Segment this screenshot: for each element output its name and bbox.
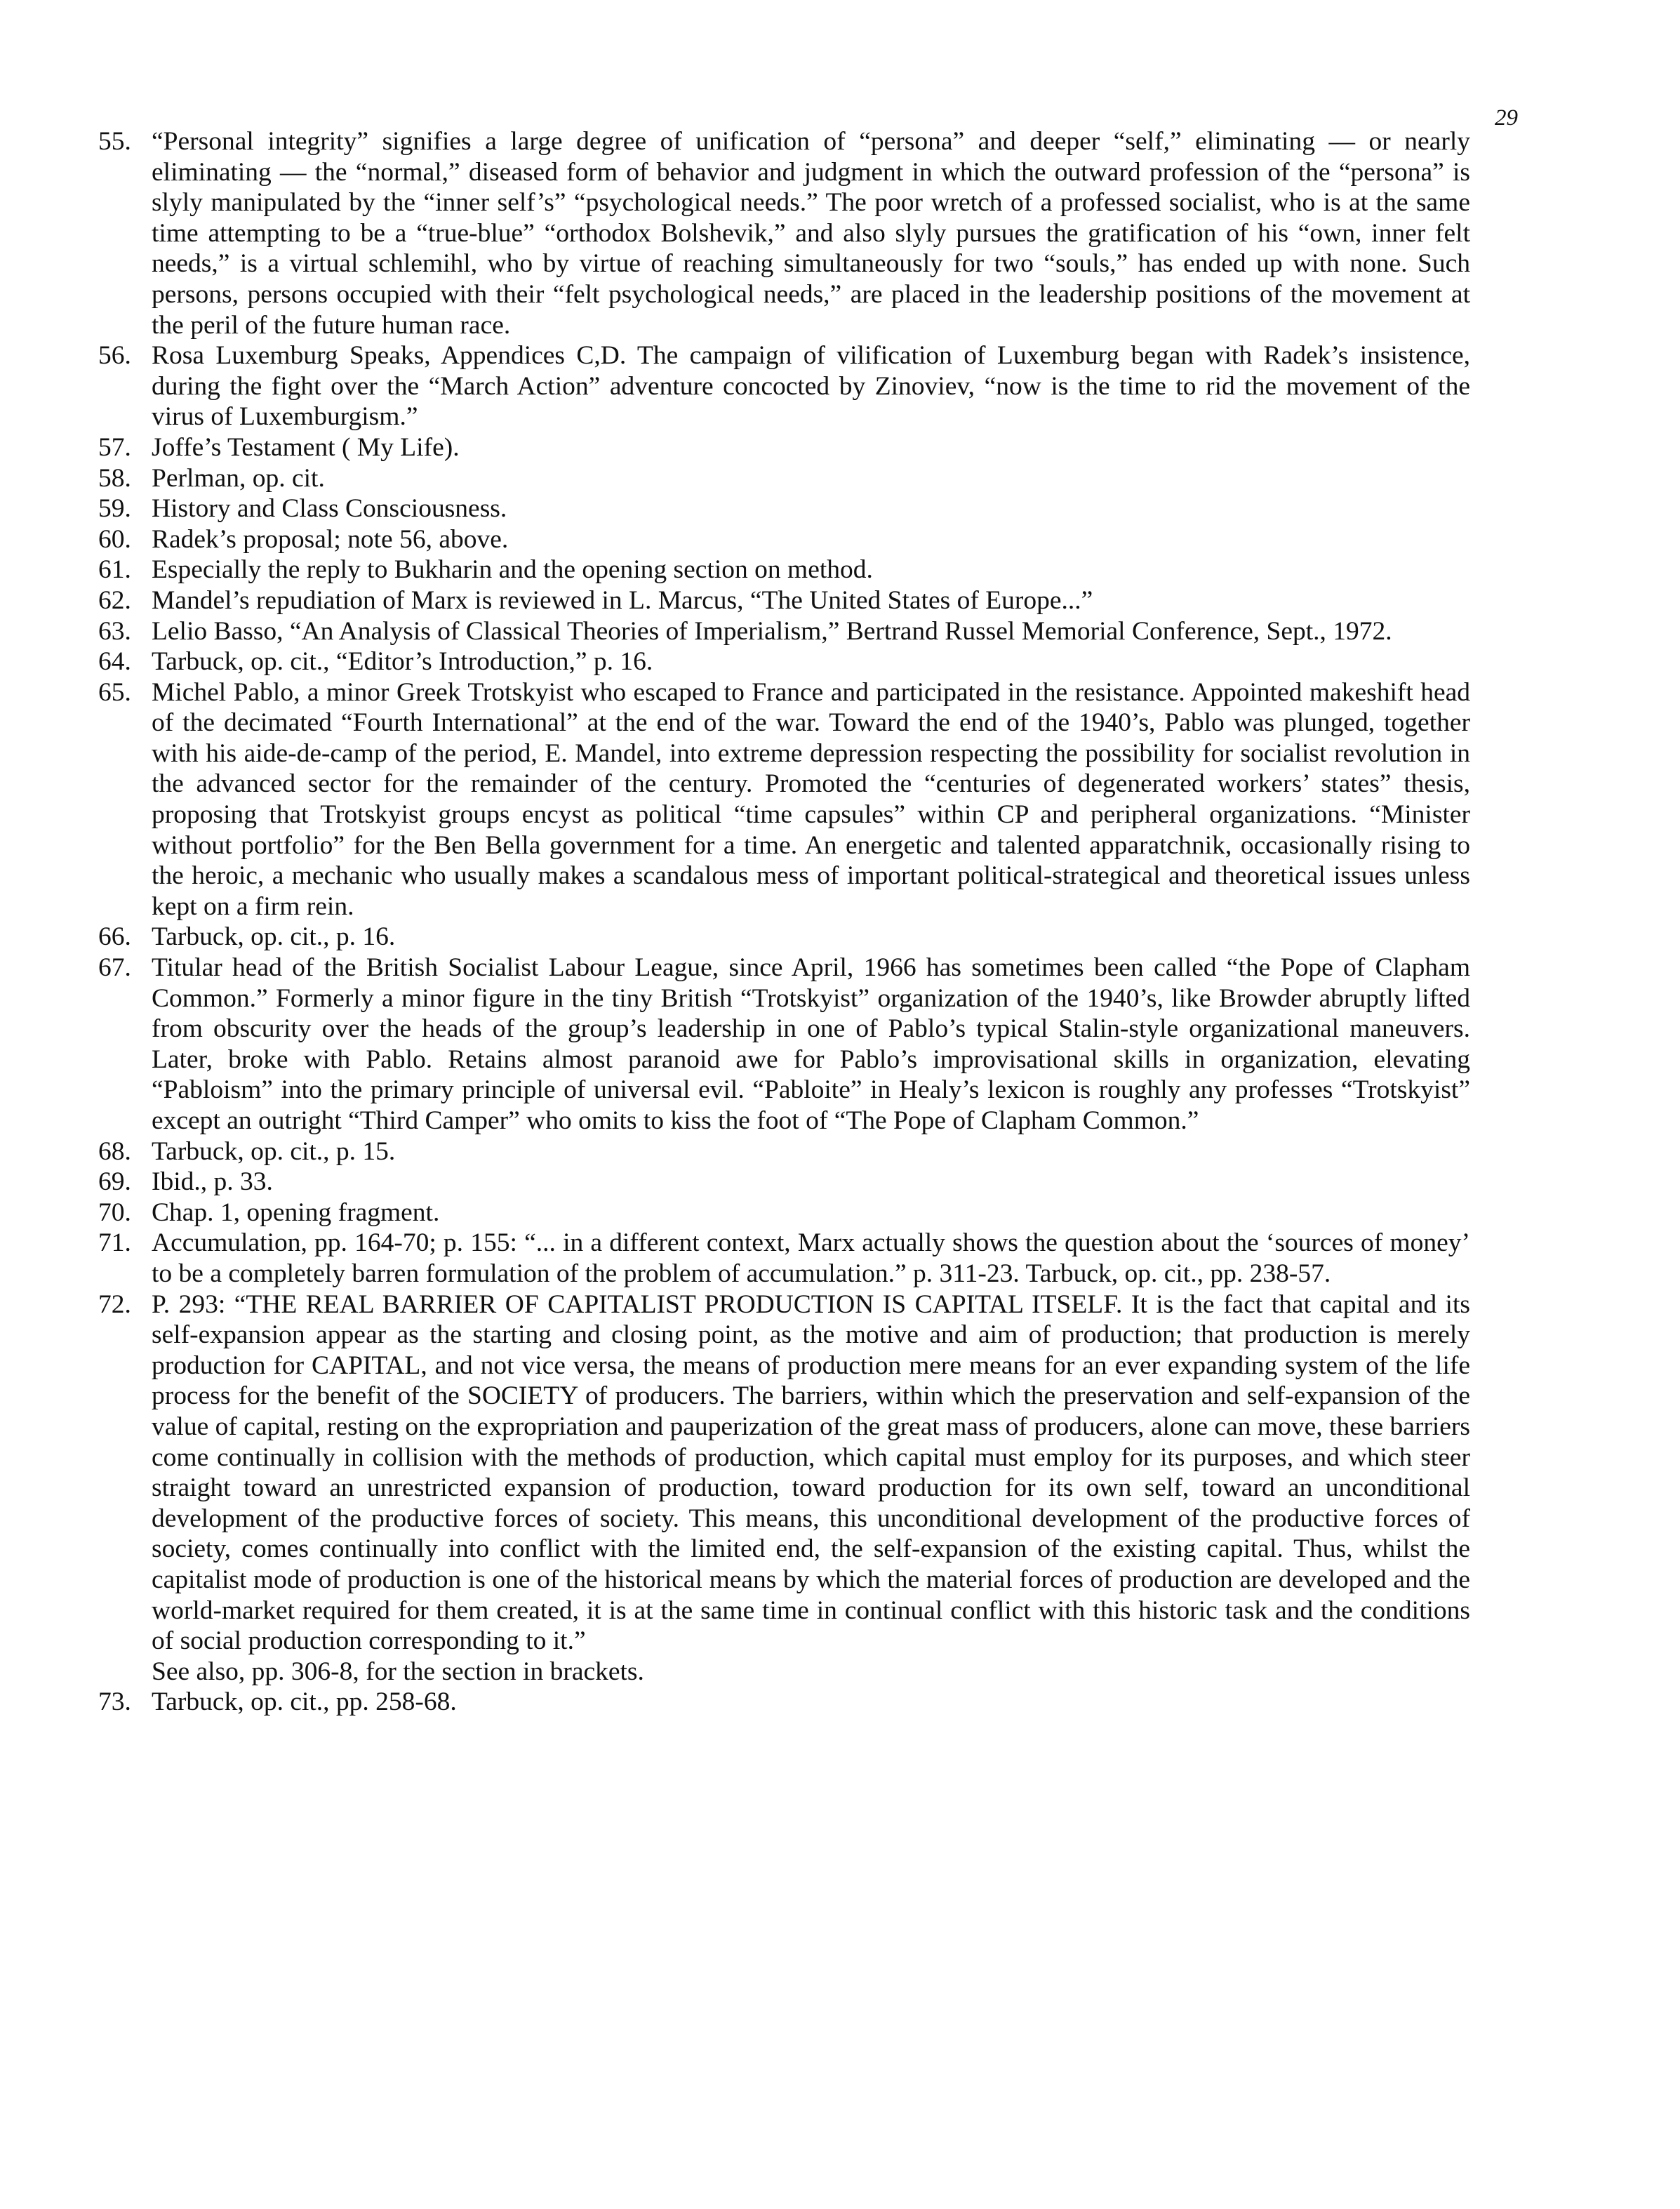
footnote-paragraph: Mandel’s repudiation of Marx is reviewed in L. Marcus, “The United States of Europe...” xyxy=(152,585,1093,615)
footnote-paragraph: Tarbuck, op. cit., “Editor’s Introduction,” p. 16. xyxy=(152,647,653,677)
footnotes-list xyxy=(98,126,1470,1718)
footnote-paragraph: Accumulation, pp. 164-70; p. 155: “... in a different context, Marx actually shows the question about the ‘sources of money’ to be a completely barren formulation of the problem of accumulation.” p. 311-23. Tarbuck, op. cit., pp. 238-57. xyxy=(152,1228,1470,1288)
footnote-57 xyxy=(98,432,1470,463)
footnote-number: 60. xyxy=(98,524,131,554)
footnote-text xyxy=(152,463,1470,494)
footnote-text xyxy=(152,1198,1470,1228)
footnote-paragraph: Perlman, op. cit. xyxy=(152,463,325,493)
footnote-paragraph: Ibid., p. 33. xyxy=(152,1167,273,1197)
footnote-text xyxy=(152,677,1470,922)
footnote-70 xyxy=(98,1198,1470,1228)
footnote-58 xyxy=(98,463,1470,494)
footnote-73 xyxy=(98,1687,1470,1718)
footnote-60 xyxy=(98,524,1470,555)
footnote-66 xyxy=(98,922,1470,953)
footnote-paragraph: History and Class Consciousness. xyxy=(152,494,507,524)
footnote-text xyxy=(152,1687,1470,1718)
footnote-text xyxy=(152,340,1470,432)
footnote-number: 58. xyxy=(98,463,131,493)
footnote-number: 55. xyxy=(98,127,131,156)
footnote-number: 61. xyxy=(98,555,131,585)
footnote-62 xyxy=(98,585,1470,616)
footnote-paragraph: P. 293: “THE REAL BARRIER OF CAPITALIST PRODUCTION IS CAPITAL ITSELF. It is the fact that capital and its self-expansion appear as the starting and closing point, as the motive and aim of production; that production is merely production for CAPITAL, and not vice versa, the means of production mere means for an ever expanding system of the life process for the benefit of the SOCIETY of producers. The barriers, within which the preservation and self-expansion of the value of capital, resting on the expropriation and pauperization of the great mass of producers, alone can move, these barriers come continually in collision with the methods of production, which capital must employ for its purposes, and which steer straight toward an unrestricted expansion of production, toward production for its own self, toward an unconditional development of the productive forces of society. This means, this unconditional development of the productive forces of society, comes continually into conflict with the limited end, the self-expansion of the existing capital. Thus, whilst the capitalist mode of production is one of the historical means by which the material forces of production are developed and the world-market required for them created, it is at the same time in continual conflict with this historic task and the conditions of social production corresponding to it.” xyxy=(152,1289,1470,1656)
footnote-55 xyxy=(98,126,1470,340)
footnote-72 xyxy=(98,1289,1470,1687)
page-number: 29 xyxy=(1495,105,1518,131)
footnote-paragraph: Chap. 1, opening fragment. xyxy=(152,1198,440,1227)
footnote-paragraph: Titular head of the British Socialist Labour League, since April, 1966 has sometimes been called “the Pope of Clapham Common.” Formerly a minor figure in the tiny British “Trotskyist” organization of the 1940’s, like Browder abruptly lifted from obscurity over the heads of the group’s leadership in one of Pablo’s typical Stalin-style organizational maneuvers. Later, broke with Pablo. Retains almost paranoid awe for Pablo’s improvisational skills in organization, elevating “Pabloism” into the primary principle of universal evil. “Pabloite” in Healy’s lexicon is roughly any professes “Trotskyist” except an outright “Third Camper” who omits to kiss the foot of “The Pope of Clapham Common.” xyxy=(152,953,1470,1135)
footnote-number: 59. xyxy=(98,494,131,524)
footnote-number: 68. xyxy=(98,1136,131,1166)
footnote-text xyxy=(152,922,1470,953)
footnote-number: 70. xyxy=(98,1198,131,1227)
footnote-68 xyxy=(98,1136,1470,1167)
footnote-paragraph: Lelio Basso, “An Analysis of Classical Theories of Imperialism,” Bertrand Russel Memorial Conference, Sept., 1972. xyxy=(152,616,1392,646)
footnote-65 xyxy=(98,677,1470,922)
footnote-text xyxy=(152,126,1470,340)
footnote-71 xyxy=(98,1228,1470,1289)
footnote-number: 65. xyxy=(98,677,131,707)
footnote-number: 56. xyxy=(98,341,131,371)
footnote-number: 73. xyxy=(98,1687,131,1717)
footnote-paragraph: See also, pp. 306-8, for the section in brackets. xyxy=(152,1657,644,1686)
footnote-text xyxy=(152,585,1470,616)
footnote-63 xyxy=(98,616,1470,647)
footnote-56 xyxy=(98,340,1470,432)
footnote-text xyxy=(152,1228,1470,1289)
footnote-text xyxy=(152,1167,1470,1198)
footnote-text xyxy=(152,1289,1470,1687)
footnote-paragraph: Tarbuck, op. cit., pp. 258-68. xyxy=(152,1687,457,1717)
footnote-text xyxy=(152,646,1470,677)
footnote-text xyxy=(152,432,1470,463)
footnote-text xyxy=(152,1136,1470,1167)
footnote-text xyxy=(152,524,1470,555)
footnote-paragraph: Tarbuck, op. cit., p. 16. xyxy=(152,922,396,952)
footnote-paragraph: Radek’s proposal; note 56, above. xyxy=(152,524,509,554)
footnote-number: 63. xyxy=(98,616,131,646)
footnote-number: 72. xyxy=(98,1289,131,1319)
footnote-number: 67. xyxy=(98,953,131,983)
footnote-number: 66. xyxy=(98,922,131,952)
footnote-69 xyxy=(98,1167,1470,1198)
footnote-text xyxy=(152,616,1470,647)
footnote-67 xyxy=(98,953,1470,1136)
footnote-paragraph: Rosa Luxemburg Speaks, Appendices C,D. The campaign of vilification of Luxemburg began with Radek’s insistence, during the fight over the “March Action” adventure concocted by Zinoviev, “now is the time to rid the movement of the virus of Luxemburgism.” xyxy=(152,341,1470,432)
footnote-number: 62. xyxy=(98,585,131,615)
footnote-number: 69. xyxy=(98,1167,131,1197)
footnote-number: 64. xyxy=(98,647,131,677)
footnote-paragraph: Joffe’s Testament ( My Life). xyxy=(152,432,460,462)
footnote-text xyxy=(152,953,1470,1136)
footnote-61 xyxy=(98,555,1470,585)
footnote-paragraph: “Personal integrity” signifies a large degree of unification of “persona” and deeper “self,” eliminating — or nearly eliminating — the “normal,” diseased form of behavior and judgment in which the outward profession of the “persona” is slyly manipulated by the “inner self’s” “psychological needs.” The poor wretch of a professed socialist, who is at the same time attempting to be a “true-blue” “orthodox Bolshevik,” and also slyly pursues the gratification of his “own, inner felt needs,” is a virtual schlemihl, who by virtue of reaching simultaneously for two “souls,” has ended up with none. Such persons, persons occupied with their “felt psychological needs,” are placed in the leadership positions of the movement at the peril of the future human race. xyxy=(152,127,1470,340)
footnote-59 xyxy=(98,493,1470,524)
footnote-paragraph: Especially the reply to Bukharin and the opening section on method. xyxy=(152,555,873,585)
footnote-paragraph: Michel Pablo, a minor Greek Trotskyist who escaped to France and participated in the resistance. Appointed makeshift head of the decimated “Fourth International” at the end of the war. Toward the end of the 1940’s, Pablo was plunged, together with his aide-de-camp of the period, E. Mandel, into extreme depression respecting the possibility for socialist revolution in the advanced sector for the remainder of the century. Promoted the “centuries of degenerated workers’ states” thesis, proposing that Trotskyist groups encyst as political “time capsules” within CP and peripheral organizations. “Minister without portfolio” for the Ben Bella government for a time. An energetic and talented apparatchnik, occasionally rising to the heroic, a mechanic who usually makes a scandalous mess of important political-strategical and theoretical issues unless kept on a firm rein. xyxy=(152,677,1470,921)
footnote-number: 71. xyxy=(98,1228,131,1258)
footnote-64 xyxy=(98,646,1470,677)
footnote-text xyxy=(152,493,1470,524)
footnote-text xyxy=(152,555,1470,585)
footnote-paragraph: Tarbuck, op. cit., p. 15. xyxy=(152,1136,396,1166)
footnote-number: 57. xyxy=(98,432,131,462)
